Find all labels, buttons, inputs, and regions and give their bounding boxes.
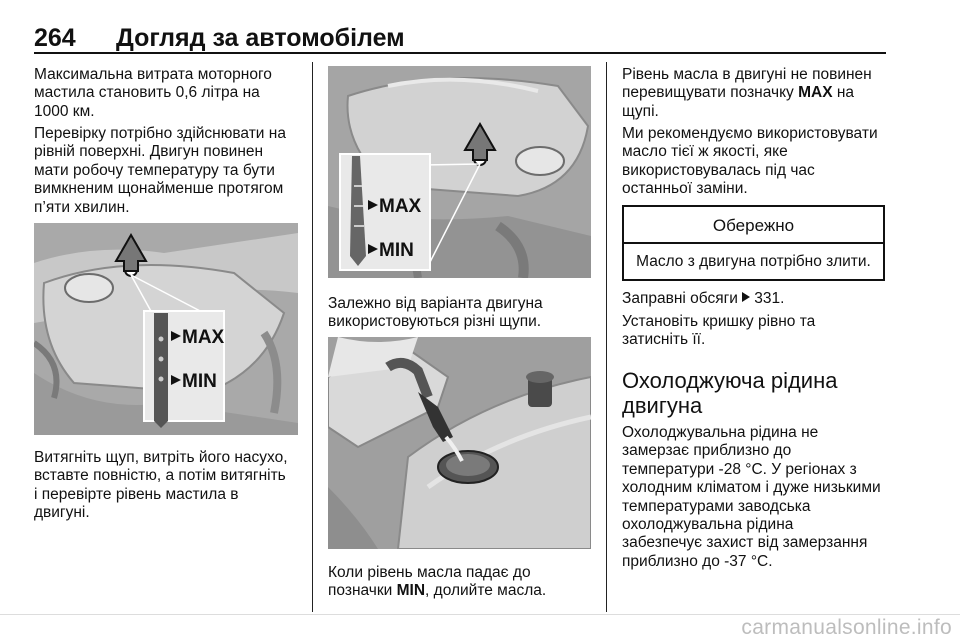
warning-text: Масло з двигуна потрібно злити.	[636, 253, 871, 270]
page-header	[34, 24, 894, 54]
col1-para-oil-consumption: Максимальна витрата моторного мастила становить 0,6 літра на 1000 км.	[34, 66, 272, 120]
capacities-page-ref[interactable]: 331.	[754, 290, 785, 307]
column-divider-2	[606, 62, 607, 612]
col3-para-capacities: Заправні обсяги 331.	[622, 290, 785, 307]
min-mark-text: MIN	[396, 582, 426, 600]
footer-rule	[0, 614, 960, 615]
column-divider-1	[312, 62, 313, 612]
col3-para-coolant: Охолоджувальна рідина не замерзає приблизно до температури -28 °C. У регіонах з холодним кліматом і дуже низькими температурами заводська охолоджувальна рідина забезпечує захист від замерзання приблизно до -37 °C.	[622, 424, 881, 570]
col2-para-top-up: Коли рівень масла падає до позначки MIN, долийте масла.	[328, 564, 547, 600]
fig1-min-label: MIN	[182, 371, 217, 392]
header-rule	[34, 52, 886, 54]
col3-para-install-cap: Установіть кришку рівно та затисніть її.	[622, 313, 816, 349]
col3-para-max-level: Рівень масла в двигуні не повинен перевищувати позначку MAX на щупі.	[622, 66, 872, 120]
figure-oil-pouring	[328, 337, 591, 549]
col3-para-oil-quality: Ми рекомендуємо використовувати масло тієї ж якості, яке використовувалась під час останньої заміни.	[622, 125, 878, 198]
col1-para-check-conditions: Перевірку потрібно здійснювати на рівній поверхні. Двигун повинен мати робочу температуру та бути вимкненим щонайменше протягом п’яти хвилин.	[34, 125, 286, 216]
figure-engine-dipstick-2	[328, 66, 591, 278]
page-title: Догляд за автомобілем	[116, 24, 405, 52]
warning-box	[622, 205, 885, 281]
max-mark-text: MAX	[798, 84, 833, 102]
fig2-min-label: MIN	[379, 240, 414, 261]
fig1-max-label: MAX	[182, 327, 225, 348]
figure-engine-dipstick-1	[34, 223, 298, 435]
fig2-max-label: MAX	[379, 196, 422, 217]
page-reference-arrow-icon	[742, 292, 750, 302]
warning-title: Обережно	[624, 207, 883, 244]
col1-para-dipstick-instructions: Витягніть щуп, витріть його насухо, вставте повністю, а потім витягніть і перевірте рівень мастила в двигуні.	[34, 449, 288, 522]
col2-para-dipstick-variants: Залежно від варіанта двигуна використовуються різні щупи.	[328, 295, 543, 331]
watermark: carmanualsonline.info	[741, 616, 952, 639]
page-number: 264	[34, 24, 76, 52]
section-heading-coolant: Охолоджуюча рідина двигуна	[622, 368, 838, 418]
